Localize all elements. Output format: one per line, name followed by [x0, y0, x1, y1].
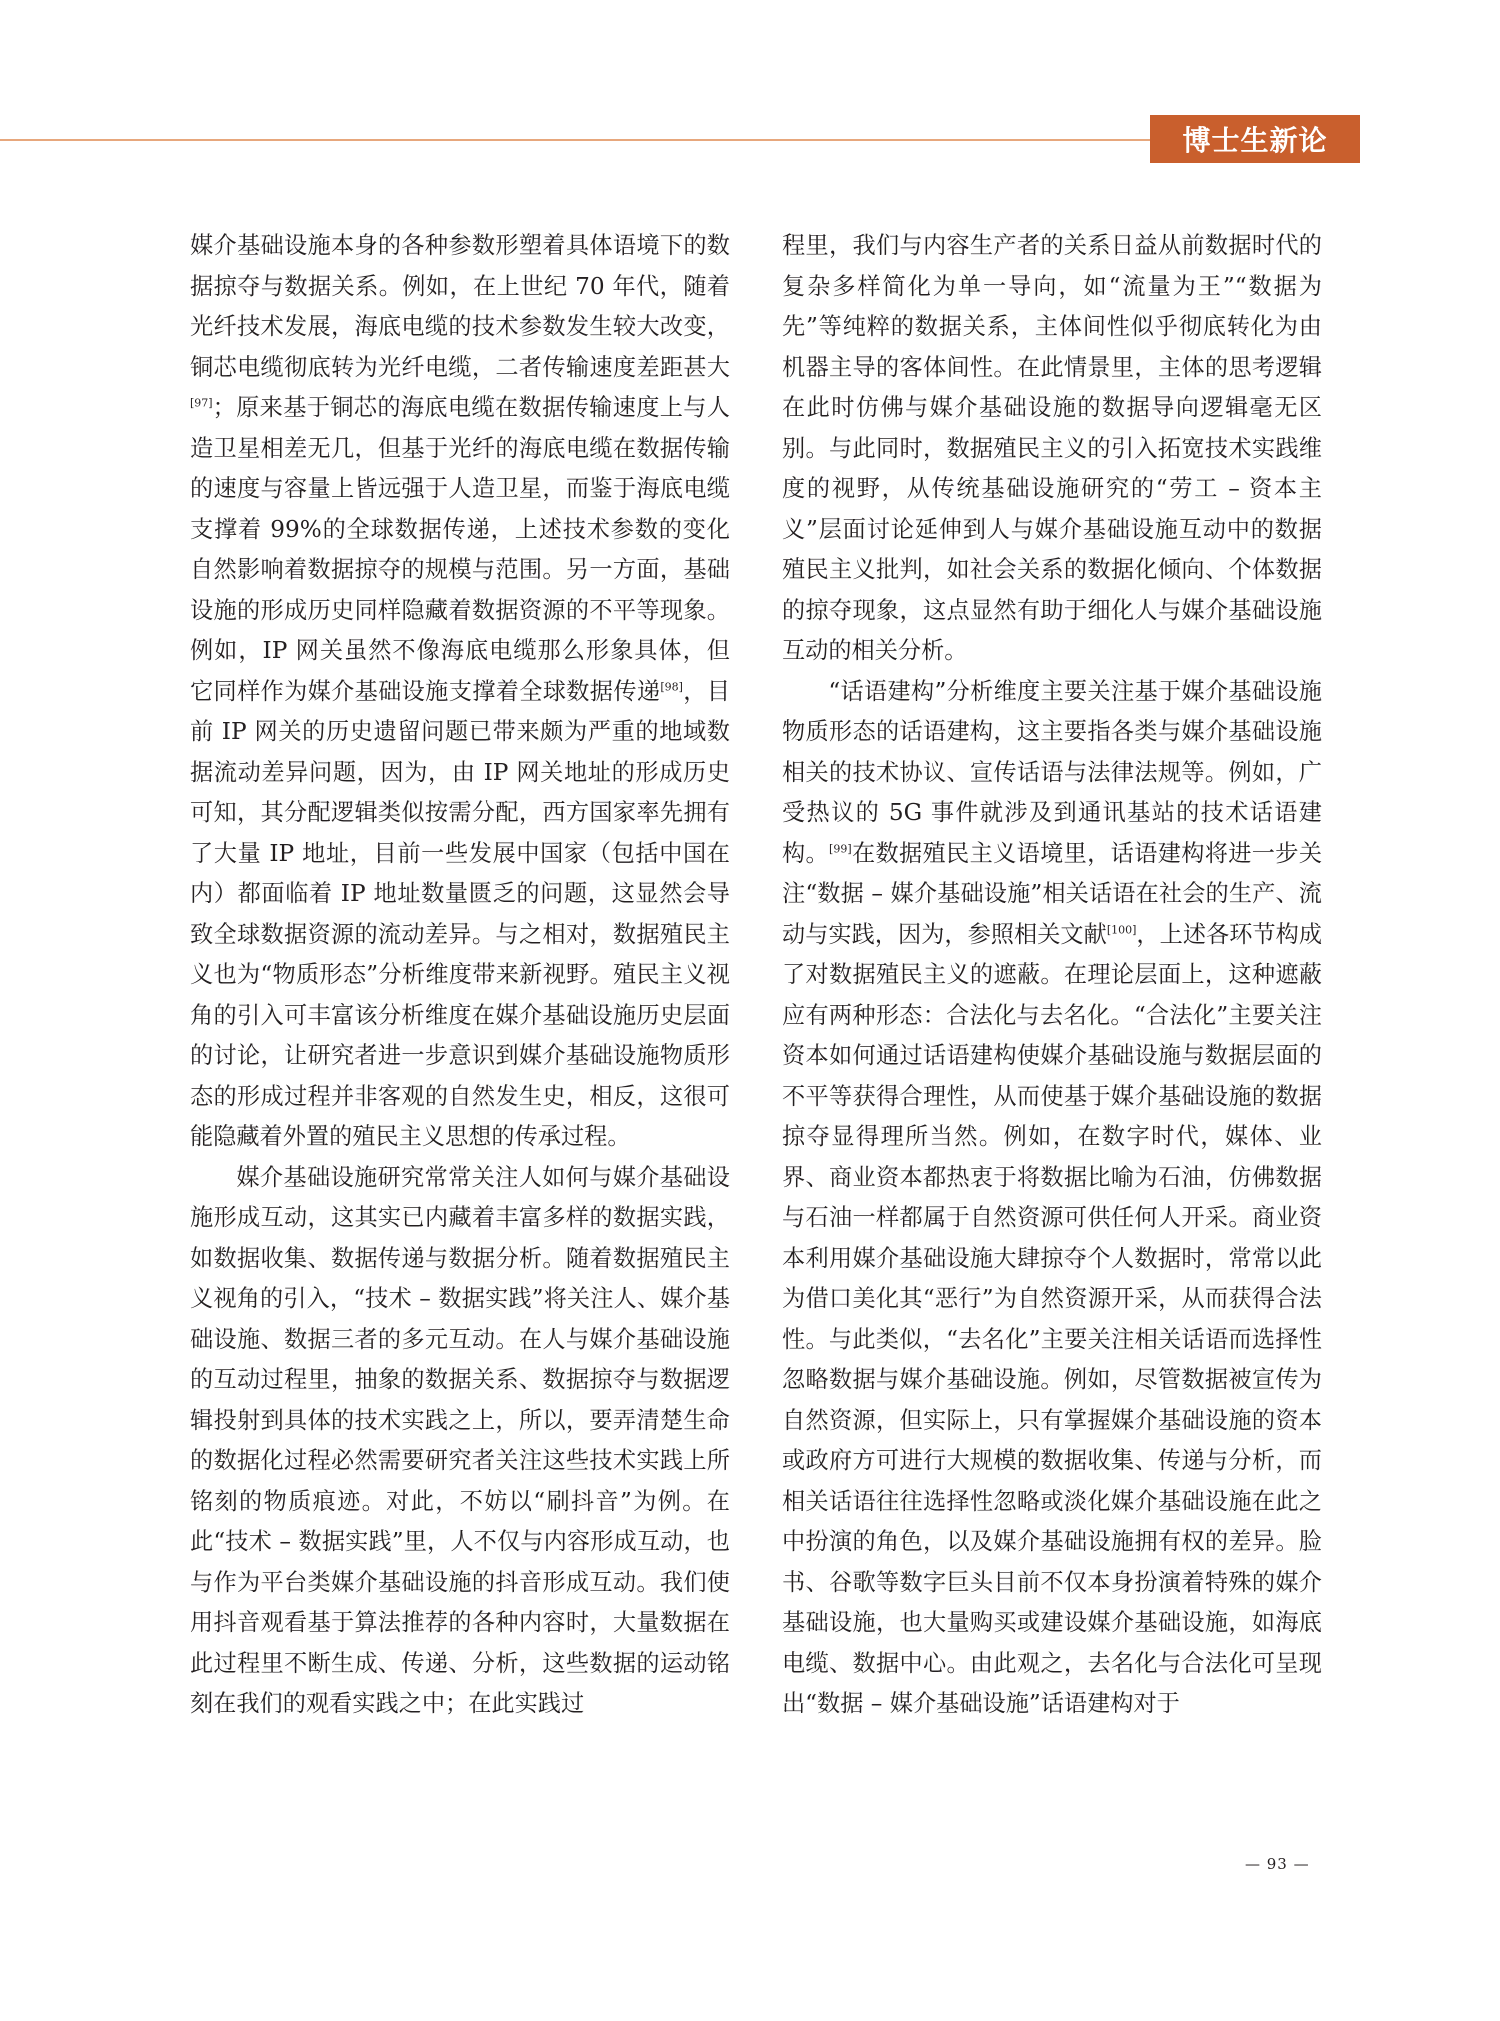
citation-99: [99] [829, 841, 852, 855]
citation-100: [100] [1106, 922, 1137, 936]
right-paragraph-2 [782, 672, 1322, 1725]
left-p1-text-c: ，目前 IP 网关的历史遗留问题已带来颇为严重的地域数据流动差异问题，因为，由 IP 网关地址的形成历史可知，其分配逻辑类似按需分配，西方国家率先拥有了大量 IP 地址，目前一些发展中国家（包括中国在内）都面临着 IP 地址数量匮乏的问题，这显然会导致全球数据资源的流动差异。与之相对，数据殖民主义也为“物质形态”分析维度带来新视野。殖民主义视角的引入可丰富该分析维度在媒介基础设施历史层面的讨论，让研究者进一步意识到媒介基础设施物质形态的形成过程并非客观的自然发生史，相反，这很可能隐藏着外置的殖民主义思想的传承过程。 [190, 677, 731, 1150]
right-column [782, 226, 1322, 1725]
header-rule [0, 139, 1150, 141]
citation-98: [98] [660, 679, 683, 693]
right-paragraph-1: 程里，我们与内容生产者的关系日益从前数据时代的复杂多样简化为单一导向，如“流量为王”“数据为先”等纯粹的数据关系，主体间性似乎彻底转化为由机器主导的客体间性。在此情景里，主体的思考逻辑在此时仿佛与媒介基础设施的数据导向逻辑毫无区别。与此同时，数据殖民主义的引入拓宽技术实践维度的视野，从传统基础设施研究的“劳工 – 资本主义”层面讨论延伸到人与媒介基础设施互动中的数据殖民主义批判，如社会关系的数据化倾向、个体数据的掠夺现象，这点显然有助于细化人与媒介基础设施互动的相关分析。 [782, 232, 1322, 664]
left-column [190, 226, 730, 1725]
section-label: 博士生新论 [1150, 115, 1360, 163]
right-p2-text-c: ，上述各环节构成了对数据殖民主义的遮蔽。在理论层面上，这种遮蔽应有两种形态：合法化与去名化。“合法化”主要关注资本如何通过话语建构使媒介基础设施与数据层面的不平等获得合理性，从而使基于媒介基础设施的数据掠夺显得理所当然。例如，在数字时代，媒体、业界、商业资本都热衷于将数据比喻为石油，仿佛数据与石油一样都属于自然资源可供任何人开采。商业资本利用媒介基础设施大肆掠夺个人数据时，常常以此为借口美化其“恶行”为自然资源开采，从而获得合法性。与此类似，“去名化”主要关注相关话语而选择性忽略数据与媒介基础设施。例如，尽管数据被宣传为自然资源，但实际上，只有掌握媒介基础设施的资本或政府方可进行大规模的数据收集、传递与分析，而相关话语往往选择性忽略或淡化媒介基础设施在此之中扮演的角色，以及媒介基础设施拥有权的差异。脸书、谷歌等数字巨头目前不仅本身扮演着特殊的媒介基础设施，也大量购买或建设媒介基础设施，如海底电缆、数据中心。由此观之，去名化与合法化可呈现出“数据 – 媒介基础设施”话语建构对于 [782, 920, 1323, 1717]
left-paragraph-2: 媒介基础设施研究常常关注人如何与媒介基础设施形成互动，这其实已内藏着丰富多样的数据实践，如数据收集、数据传递与数据分析。随着数据殖民主义视角的引入，“技术 – 数据实践”将关注人、媒介基础设施、数据三者的多元互动。在人与媒介基础设施的互动过程里，抽象的数据关系、数据掠夺与数据逻辑投射到具体的技术实践之上，所以，要弄清楚生命的数据化过程必然需要研究者关注这些技术实践上所铭刻的物质痕迹。对此，不妨以“刷抖音”为例。在此“技术 – 数据实践”里，人不仅与内容形成互动，也与作为平台类媒介基础设施的抖音形成互动。我们使用抖音观看基于算法推荐的各种内容时，大量数据在此过程里不断生成、传递、分析，这些数据的运动铭刻在我们的观看实践之中；在此实践过 [190, 1163, 730, 1717]
page-number: — 93 — [1245, 1855, 1310, 1873]
citation-97: [97] [190, 396, 213, 410]
left-p1-text-a: 媒介基础设施本身的各种参数形塑着具体语境下的数据掠夺与数据关系。例如，在上世纪 70 年代，随着光纤技术发展，海底电缆的技术参数发生较大改变，铜芯电缆彻底转为光纤电缆，二者传输速度差距甚大 [190, 232, 730, 381]
right-p2-text-a: “话语建构”分析维度主要关注基于媒介基础设施物质形态的话语建构，这主要指各类与媒介基础设施相关的技术协议、宣传话语与法律法规等。例如，广受热议的 5G 事件就涉及到通讯基站的技术话语建构。 [782, 677, 1322, 867]
left-paragraph-1 [190, 226, 730, 1158]
left-p1-text-b: ；原来基于铜芯的海底电缆在数据传输速度上与人造卫星相差无几，但基于光纤的海底电缆在数据传输的速度与容量上皆远强于人造卫星，而鉴于海底电缆支撑着 99%的全球数据传递，上述技术参数的变化自然影响着数据掠夺的规模与范围。另一方面，基础设施的形成历史同样隐藏着数据资源的不平等现象。例如，IP 网关虽然不像海底电缆那么形象具体，但它同样作为媒介基础设施支撑着全球数据传递 [190, 394, 730, 705]
right-p2-text-b: 在数据殖民主义语境里，话语建构将进一步关注“数据 – 媒介基础设施”相关话语在社会的生产、流动与实践，因为，参照相关文献 [782, 839, 1323, 948]
